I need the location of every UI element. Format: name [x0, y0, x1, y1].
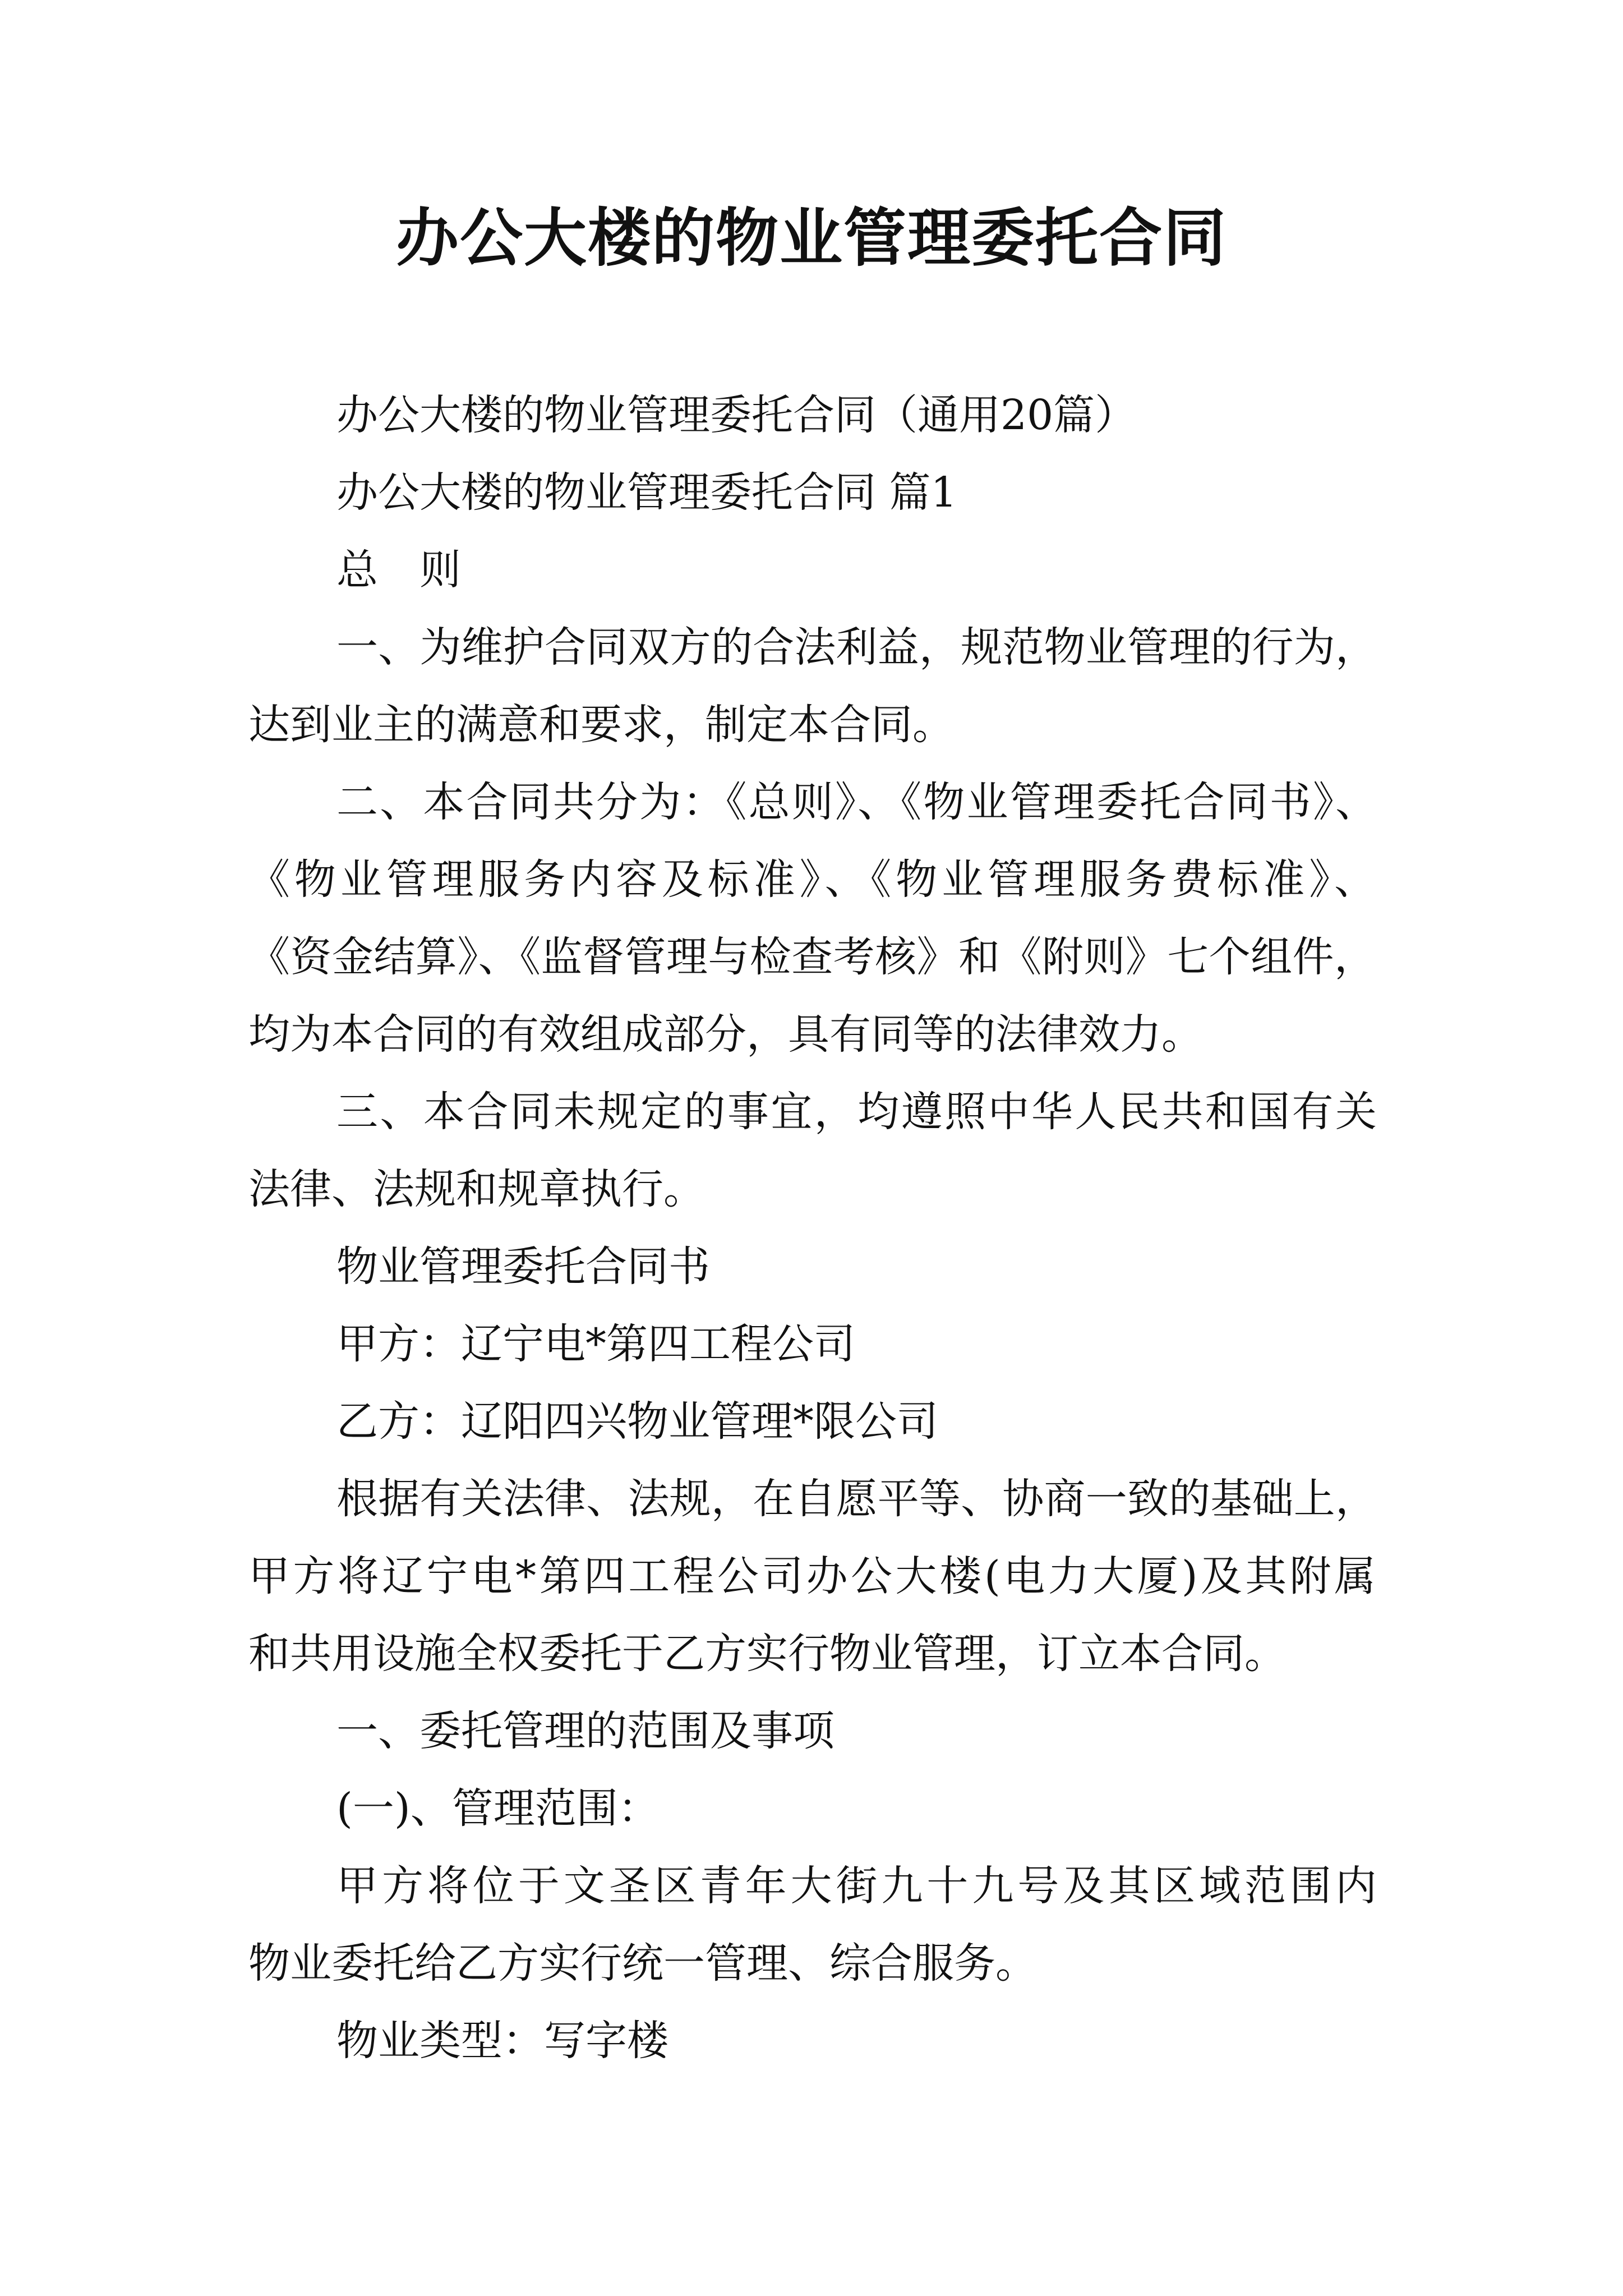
- paragraph-line: 和共用设施全权委托于乙方实行物业管理，订立本合同。: [248, 1630, 1286, 1678]
- clause-heading: 一、委托管理的范围及事项: [336, 1707, 834, 1755]
- contract-heading: 物业管理委托合同书: [336, 1243, 710, 1291]
- subtitle-line: 办公大楼的物业管理委托合同（通用20篇）: [336, 391, 1137, 439]
- paragraph-line: 根据有关法律、法规，在自愿平等、协商一致的基础上，: [336, 1475, 1377, 1523]
- paragraph-line: 《资金结算》、《监督管理与检查考核》和《附则》七个组件，: [248, 933, 1376, 981]
- section-heading: 办公大楼的物业管理委托合同 篇1: [336, 468, 957, 517]
- paragraph-line: 物业委托给乙方实行统一管理、综合服务。: [248, 1939, 1037, 1987]
- paragraph-line: 三、本合同未规定的事宜，均遵照中华人民共和国有关: [336, 1088, 1377, 1136]
- general-heading: 总 则: [336, 546, 461, 594]
- paragraph-line: 法律、法规和规章执行。: [248, 1165, 705, 1213]
- paragraph-line: 甲方将位于文圣区青年大街九十九号及其区域范围内: [336, 1862, 1377, 1910]
- paragraph-line: 达到业主的满意和要求，制定本合同。: [248, 701, 954, 749]
- paragraph-line: 二、本合同共分为：《总则》、《物业管理委托合同书》、: [336, 778, 1377, 826]
- party-a-line: 甲方：辽宁电*第四工程公司: [336, 1320, 855, 1368]
- paragraph-line: 《物业管理服务内容及标准》、《物业管理服务费标准》、: [248, 855, 1376, 904]
- property-type-line: 物业类型：写字楼: [336, 2017, 668, 2065]
- paragraph-line: 甲方将辽宁电*第四工程公司办公大楼(电力大厦)及其附属: [248, 1552, 1376, 1600]
- document-title: 办公大楼的物业管理委托合同: [396, 201, 1227, 275]
- subclause-heading: (一)、管理范围：: [336, 1784, 660, 1833]
- paragraph-line: 均为本合同的有效组成部分，具有同等的法律效力。: [248, 1010, 1203, 1059]
- paragraph-line: 一、为维护合同双方的合法利益，规范物业管理的行为，: [336, 623, 1377, 671]
- party-b-line: 乙方：辽阳四兴物业管理*限公司: [336, 1397, 938, 1446]
